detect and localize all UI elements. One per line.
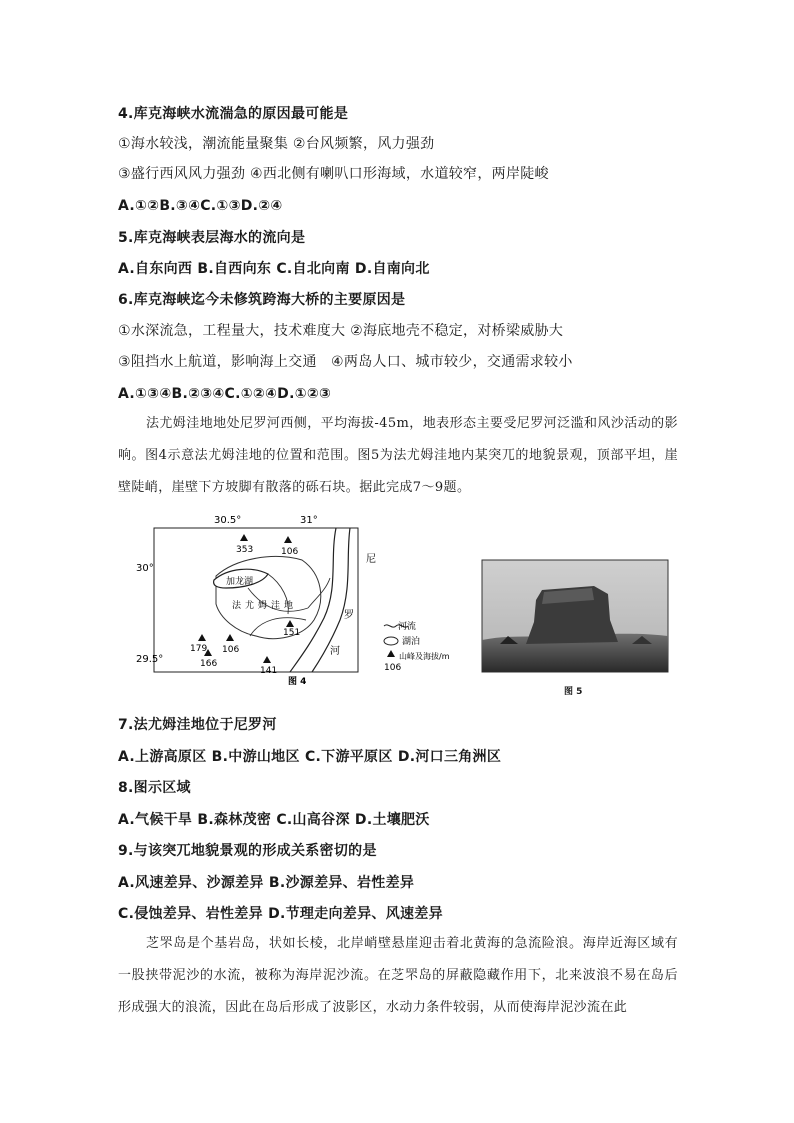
question-4-option-line-2: ③盛行西风风力强劲 ④西北侧有喇叭口形海域，水道较窄，两岸陡峻 [118, 166, 549, 182]
svg-text:151: 151 [283, 628, 301, 638]
label-river-he: 河 [330, 646, 340, 657]
question-8: 8.图示区域 [118, 780, 191, 796]
question-6-option-line-2: ③阻挡水上航道，影响海上交通 ④两岛人口、城市较少，交通需求较小 [118, 354, 573, 370]
question-6-option-line-1: ①水深流急，工程量大，技术难度大 ②海底地壳不稳定，对桥梁威胁大 [118, 323, 564, 339]
svg-text:353: 353 [236, 545, 254, 555]
question-5: 5.库克海峡表层海水的流向是 [118, 230, 306, 246]
peak-141 [260, 656, 277, 676]
legend-river-label: 河流 [398, 622, 417, 632]
lon-label-31: 31° [300, 515, 318, 526]
peak-353 [236, 534, 253, 555]
question-4: 4.库克海峡水流湍急的原因最可能是 [118, 106, 349, 122]
question-6-answers: A.①③④B.②③④C.①②④D.①②③ [118, 386, 332, 402]
label-river-ni: 尼 [366, 554, 376, 565]
label-lake: 加龙湖 [226, 577, 254, 587]
question-9-answers-2: C.侵蚀差异、岩性差异 D.节理走向差异、风速差异 [118, 906, 443, 922]
question-9-answers-1: A.风速差异、沙源差异 B.沙源差异、岩性差异 [118, 875, 415, 891]
peak-106-north [281, 536, 298, 557]
map-frame [154, 528, 358, 672]
question-4-option-line-1: ①海水较浅，潮流能量聚集 ②台风频繁，风力强劲 [118, 136, 435, 152]
svg-text:166: 166 [200, 659, 218, 669]
peak-151 [283, 620, 300, 638]
figure-4-caption: 图 4 [288, 677, 307, 687]
peak-106-south [222, 634, 239, 655]
label-depression: 法尤姆洼地 [232, 601, 298, 611]
legend-lake-icon [384, 637, 398, 645]
question-7-answers: A.上游高原区 B.中游山地区 C.下游平原区 D.河口三角洲区 [118, 749, 502, 765]
svg-text:106: 106 [281, 547, 299, 557]
legend-peak-icon [387, 650, 395, 657]
svg-text:106: 106 [222, 645, 240, 655]
question-9: 9.与该突兀地貌景观的形成关系密切的是 [118, 843, 377, 859]
fayum-depression-outline [216, 557, 321, 639]
peak-179 [190, 634, 207, 654]
figure-4-map [136, 508, 450, 687]
question-7: 7.法尤姆洼地位于尼罗河 [118, 717, 277, 733]
legend-lake-label: 湖泊 [402, 637, 421, 647]
question-5-answers: A.自东向西 B.自西向东 C.自北向南 D.自南向北 [118, 261, 430, 277]
question-4-answers: A.①②B.③④C.①③D.②④ [118, 198, 283, 214]
lat-label-29-5: 29.5° [136, 654, 164, 665]
svg-text:141: 141 [260, 666, 278, 676]
question-6: 6.库克海峡迄今未修筑跨海大桥的主要原因是 [118, 292, 406, 308]
passage-zhifu-island: 芝罘岛是个基岩岛，状如长棱，北岸峭壁悬崖迎击着北黄海的急流险浪。海岸近海区域有一股挟带泥沙的水流，被称为海岸泥沙流。在芝罘岛的屏蔽隐藏作用下，北来波浪不易在岛后形成强大的浪流，因此在岛后形成了波影区，水动力条件较弱，从而使海岸泥沙流在此 [118, 936, 678, 1015]
figure-5-photo [482, 560, 668, 672]
passage-fayum: 法尤姆洼地地处尼罗河西侧，平均海拔-45m，地表形态主要受尼罗河泛滥和风沙活动的影响。图4示意法尤姆洼地的位置和范围。图5为法尤姆洼地内某突兀的地貌景观，顶部平坦，崖壁陡峭，崖壁下方坡脚有散落的砾石块。据此完成7～9题。 [118, 416, 678, 495]
label-river-luo: 罗 [344, 610, 354, 621]
lon-label-30-5: 30.5° [214, 515, 242, 526]
lat-label-30: 30° [136, 563, 154, 574]
legend-peak-label: 山峰及海拔/m [399, 652, 450, 661]
question-8-answers: A.气候干旱 B.森林茂密 C.山高谷深 D.土壤肥沃 [118, 812, 430, 828]
figure-5-caption: 图 5 [564, 687, 583, 697]
legend-peak-sample: 106 [384, 663, 402, 673]
svg-text:179: 179 [190, 644, 208, 654]
